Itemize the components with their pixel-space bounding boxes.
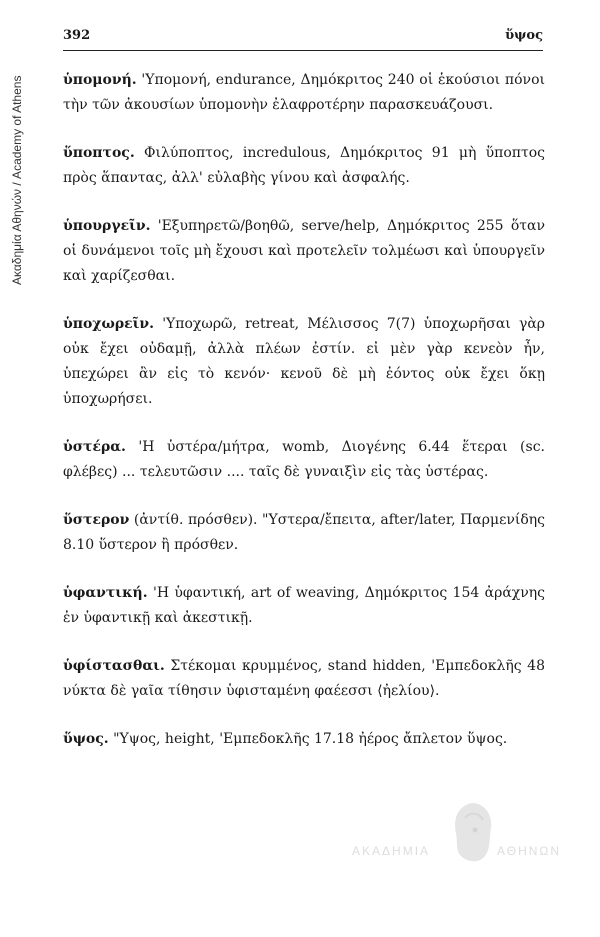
- running-head: ὕψος: [505, 28, 543, 43]
- page-header: [63, 28, 543, 51]
- entry-text: 'Υπομονή, endurance, Δημόκριτος 240 οἱ ἑκούσιοι πόνοι τὴν τῶν ἀκουσίων ὑπομονὴν ἐλαφροτέρην παρασκευάζουσι.: [63, 72, 545, 113]
- entry-hypomone: [63, 68, 545, 118]
- entry-text: 'Εξυπηρετῶ/βοηθῶ, serve/help, Δημόκριτος 255 ὅταν οἱ δυνάμενοι τοῖς μὴ ἔχουσι καὶ προτελεῖν τολμέωσι καὶ ὑπουργεῖν καὶ χαρίζεσθαι.: [63, 218, 545, 284]
- entry-text: 'Η ὑστέρα/μήτρα, womb, Διογένης 6.44 ἕτεραι (sc. φλέβες) ... τελευτῶσιν .... ταῖς δὲ γυναιξὶν εἰς τὰς ὑστέρας.: [63, 439, 545, 480]
- entry-lemma: ὑφίστασθαι.: [63, 658, 165, 674]
- page-number: 392: [63, 28, 91, 43]
- entry-lemma: ὕποπτος.: [63, 145, 135, 161]
- entry-lemma: ὑστέρα.: [63, 439, 126, 455]
- entry-hyphantike: [63, 581, 545, 631]
- entry-lemma: ὕψος.: [63, 731, 109, 747]
- athena-head-seal-icon: [447, 798, 497, 872]
- entry-lemma: ὑφαντική.: [63, 585, 148, 601]
- entry-text: "Υψος, height, 'Εμπεδοκλῆς 17.18 ἠέρος ἄπλετον ὕψος.: [108, 731, 508, 747]
- entry-lemma: ὑποχωρεῖν.: [63, 316, 155, 332]
- archive-side-label: Ακαδημία Αθηνών / Academy of Athens: [10, 75, 24, 285]
- entry-text: Στέκομαι κρυμμένος, stand hidden, 'Εμπεδοκλῆς 48 νύκτα δὲ γαῖα τίθησιν ὑφισταμένη φαέεσσι ⟨ἠελίου⟩.: [63, 658, 545, 699]
- watermark-right-text: ΑΘΗΝΩΝ: [497, 844, 562, 858]
- entry-hysteron: [63, 508, 545, 558]
- entry-hypoptos: [63, 141, 545, 191]
- entry-text: (ἀντίθ. πρόσθεν). "Υστερα/ἔπειτα, after/later, Παρμενίδης 8.10 ὕστερον ἢ πρόσθεν.: [63, 512, 545, 553]
- entry-lemma: ὑπουργεῖν.: [63, 218, 151, 234]
- entry-text: 'Υποχωρῶ, retreat, Μέλισσος 7(7) ὑποχωρῆσαι γὰρ οὐκ ἔχει οὐδαμῇ, ἀλλὰ πλέων ἐστίν. εἰ μὲν γὰρ κενεὸν ἦν, ὑπεχώρει ἂν εἰς τὸ κενόν· κενοῦ δὲ μὴ ἐόντος οὐκ ἔχει ὅκῃ ὑποχωρήσει.: [63, 316, 545, 407]
- watermark-left-text: ΑΚΑΔΗΜΙΑ: [352, 844, 431, 858]
- entry-text: Φιλύποπτος, incredulous, Δημόκριτος 91 μὴ ὕποπτος πρὸς ἅπαντας, ἀλλ' εὐλαβὴς γίνου καὶ ἀσφαλής.: [63, 145, 545, 186]
- entry-hystera: [63, 435, 545, 485]
- entry-hyphistasthai: [63, 654, 545, 704]
- entry-hypochorein: [63, 312, 545, 412]
- academy-watermark: [352, 818, 572, 898]
- entry-hypourgein: [63, 214, 545, 289]
- entry-hypsos: [63, 727, 545, 752]
- entry-text: 'Η ὑφαντική, art of weaving, Δημόκριτος 154 ἀράχνης ἐν ὑφαντικῇ καὶ ἀκεστικῇ.: [63, 585, 545, 626]
- entry-lemma: ὑπομονή.: [63, 72, 137, 88]
- entry-lemma: ὕστερον: [63, 512, 130, 528]
- dictionary-entries: [63, 68, 545, 775]
